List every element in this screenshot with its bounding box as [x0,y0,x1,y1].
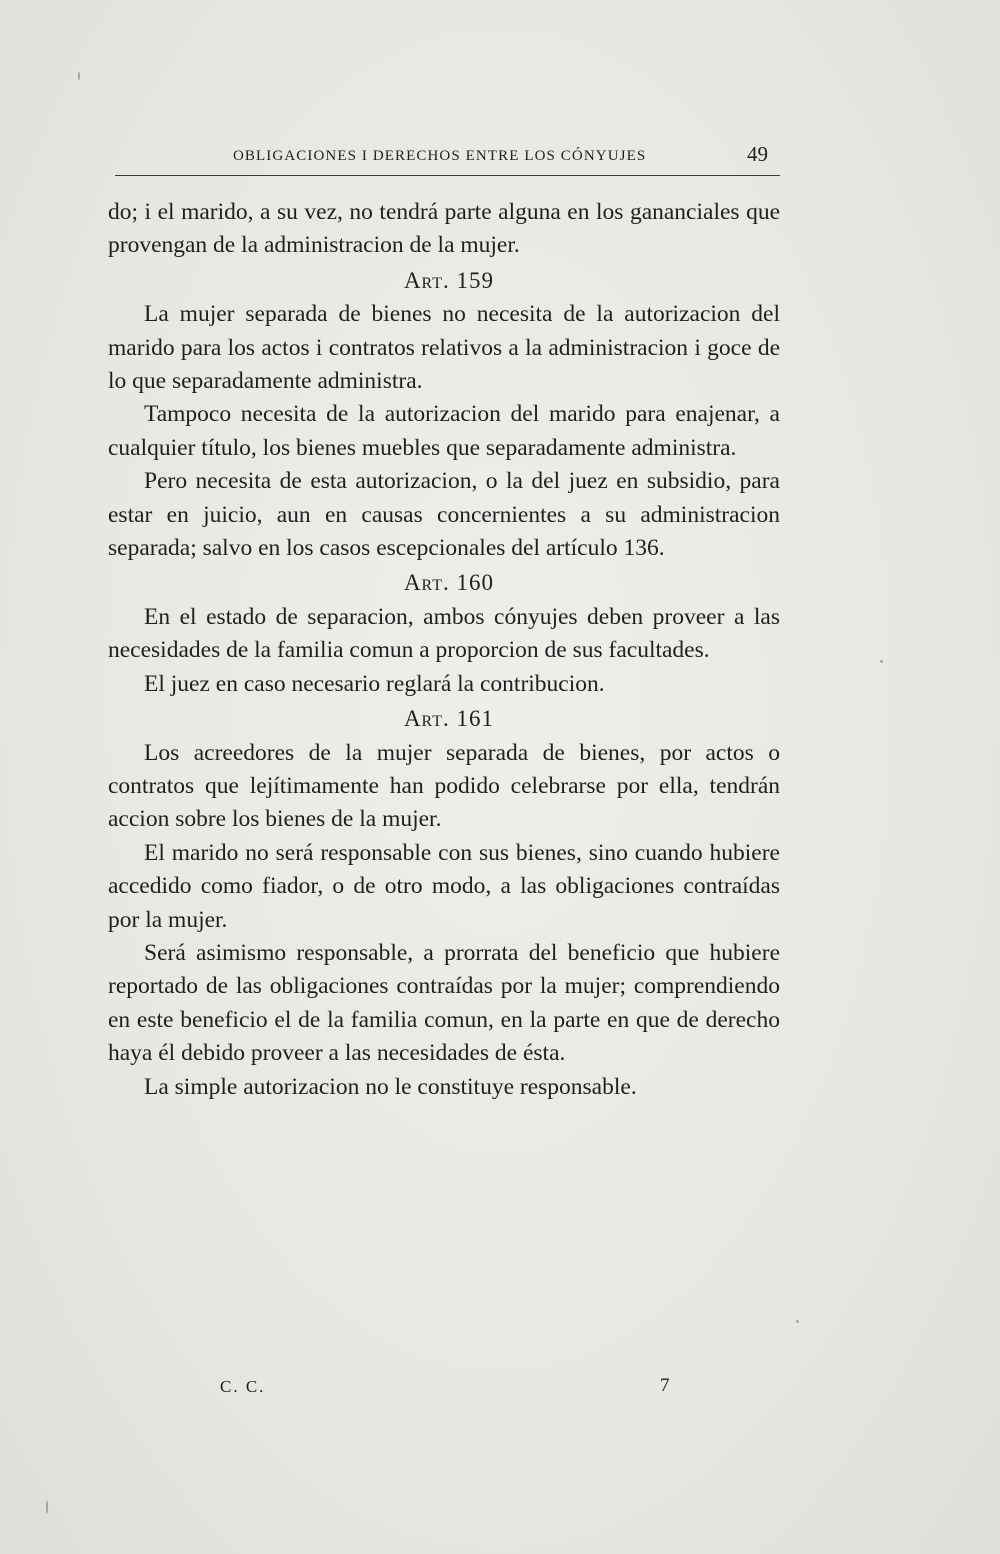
paper-speck [880,660,883,663]
paper-speck [796,1320,799,1323]
body-text [108,196,780,1104]
header-rule [115,175,780,176]
article-159-paragraph-3: Pero necesita de esta autorizacion, o la del juez en subsidio, para estar en juicio, aun en causas concernientes a su administracion separada; salvo en los casos escepcionales del artículo 136. [108,468,780,562]
article-161-paragraph-3: Será asimismo responsable, a prorrata del beneficio que hubiere reportado de las obligaciones contraídas por la mujer; comprendiendo en este beneficio el de la familia comun, en la parte en que de derecho haya él debido proveer a las necesidades de ésta. [108,939,780,1067]
article-160-paragraph-1: En el estado de separacion, ambos cónyujes deben proveer a las necesidades de la familia comun a proporcion de sus facultades. [108,603,780,664]
signature-mark: C. C. [220,1377,266,1396]
article-160-heading: Art. 160 [403,570,495,596]
running-title: OBLIGACIONES I DERECHOS ENTRE LOS CÓNYUJES [233,148,647,164]
article-161-paragraph-2: El marido no será responsable con sus bienes, sino cuando hubiere accedido como fiador, o de otro modo, a las obligaciones contraídas por la mujer. [108,839,780,933]
paper-speck [78,72,80,80]
sheet-number: 7 [660,1375,670,1396]
article-161-paragraph-4: La simple autorizacion no le constituye responsable. [144,1073,637,1100]
article-161-paragraph-1: Los acreedores de la mujer separada de bienes, por actos o contratos que lejítimamente han podido celebrarse por ella, tendrán accion sobre los bienes de la mujer. [108,739,780,833]
article-159-heading: Art. 159 [403,267,495,293]
page-number: 49 [747,142,768,166]
running-head [115,144,780,174]
article-161-heading: Art. 161 [403,706,495,732]
article-159-paragraph-2: Tampoco necesita de la autorizacion del marido para enajenar, a cualquier título, los bienes muebles que separadamente administra. [108,401,780,461]
article-159-paragraph-1: La mujer separada de bienes no necesita de la autorizacion del marido para los actos i contratos relativos a la administracion i goce de lo que separadamente administra. [108,301,780,395]
paper-speck [46,1500,48,1514]
article-160-paragraph-2: El juez en caso necesario reglará la contribucion. [144,670,605,697]
page-footer [115,1377,780,1401]
continued-paragraph: do; i el marido, a su vez, no tendrá parte alguna en los gananciales que provengan de la administracion de la mujer. [108,199,780,259]
